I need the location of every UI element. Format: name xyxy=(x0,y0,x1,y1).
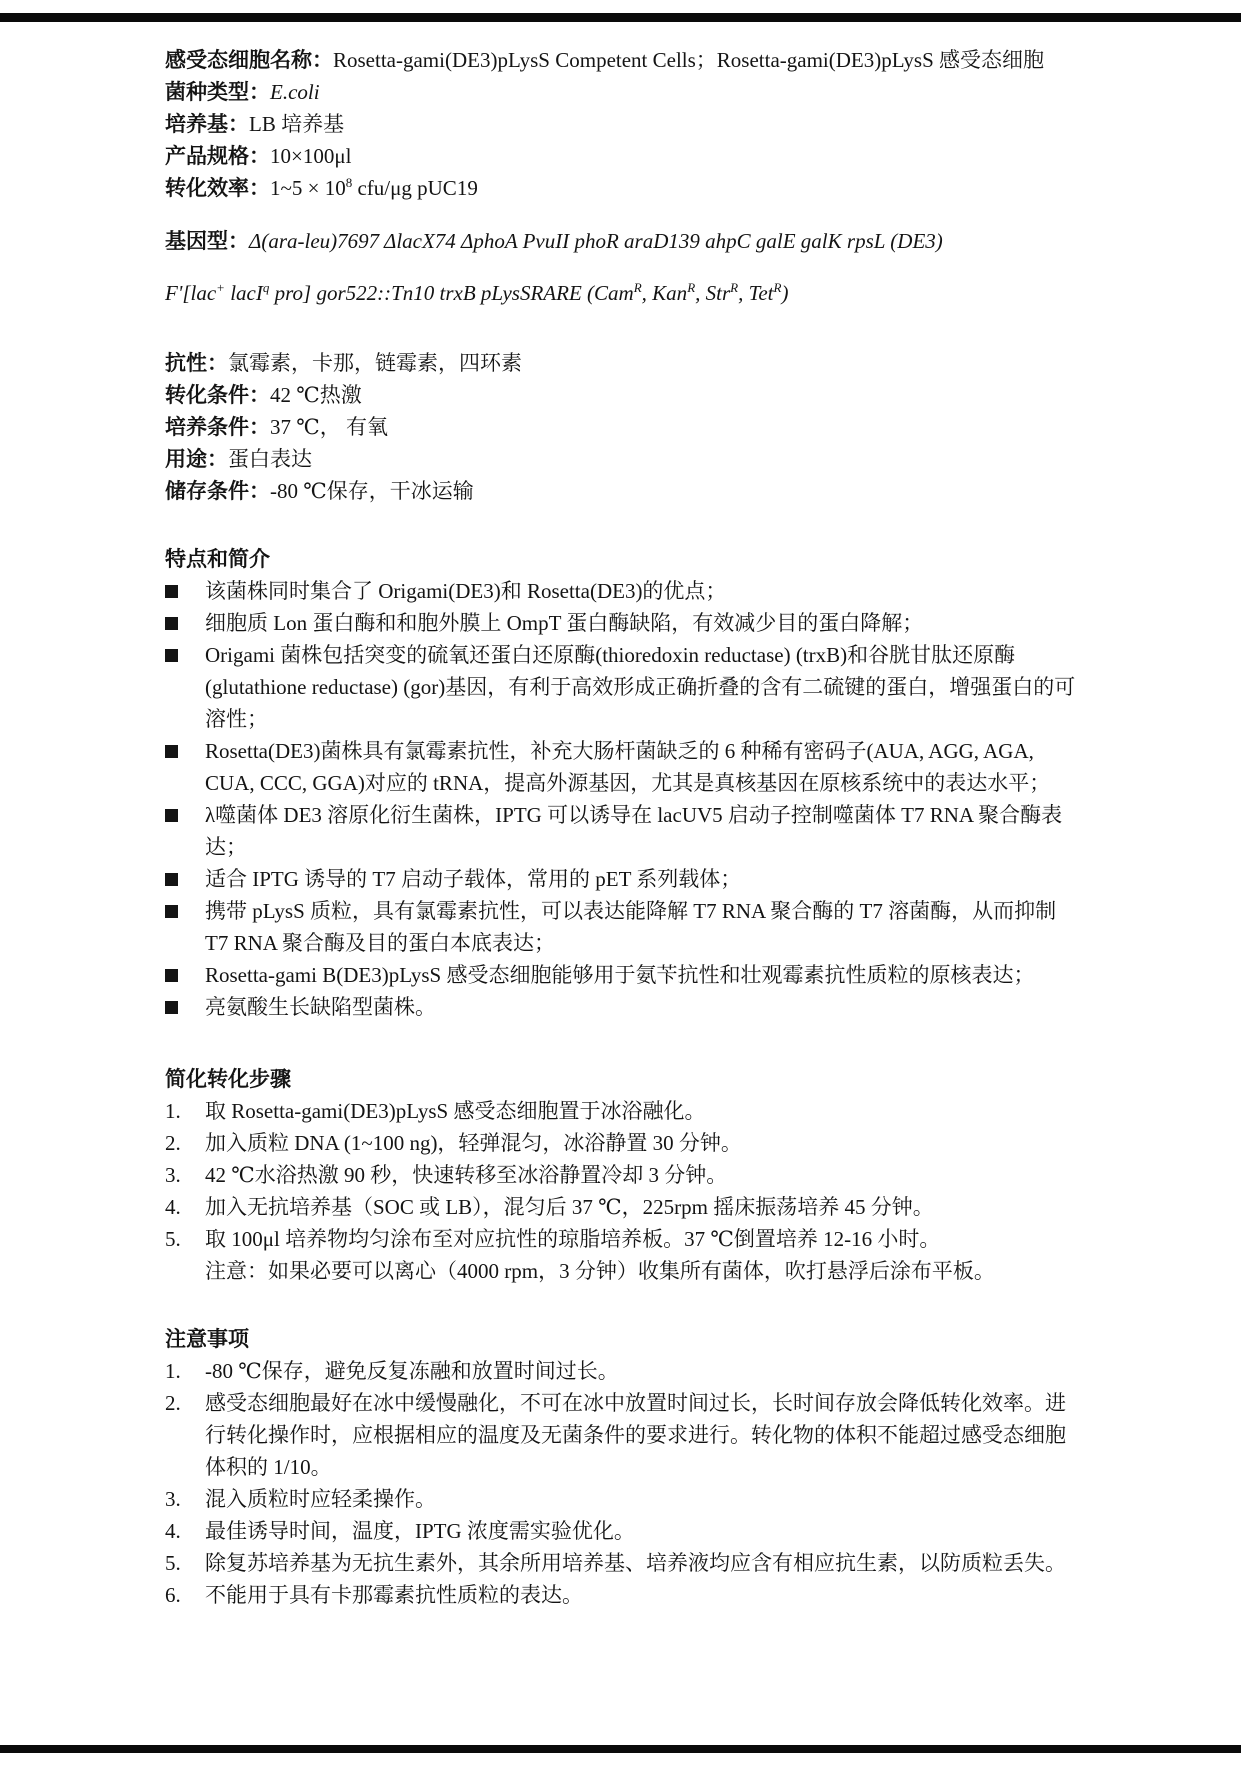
transform-condition-value: 42 ℃热激 xyxy=(270,383,362,407)
step-number: 5. xyxy=(165,1227,181,1251)
step-number: 1. xyxy=(165,1099,181,1123)
note-text: 感受态细胞最好在冰中缓慢融化，不可在冰中放置时间过长，长时间存放会降低转化效率。进行转化操作时，应根据相应的温度及无菌条件的要求进行。转化物的体积不能超过感受态细胞体积的 1/10。 xyxy=(205,1391,1066,1479)
note-text: -80 ℃保存，避免反复冻融和放置时间过长。 xyxy=(205,1359,619,1383)
properties-block xyxy=(165,347,1081,507)
medium-value: LB 培养基 xyxy=(249,112,345,136)
steps-heading: 简化转化步骤 xyxy=(165,1067,291,1091)
square-bullet-icon xyxy=(165,617,178,630)
step-number: 2. xyxy=(165,1131,181,1155)
transform-condition-label: 转化条件： xyxy=(165,383,270,407)
note-text: 除复苏培养基为无抗生素外，其余所用培养基、培养液均应含有相应抗生素，以防质粒丢失。 xyxy=(205,1551,1066,1575)
efficiency-label: 转化效率： xyxy=(165,176,270,200)
note-text: 不能用于具有卡那霉素抗性质粒的表达。 xyxy=(205,1583,583,1607)
note-item xyxy=(165,1387,1081,1483)
note-number: 2. xyxy=(165,1391,181,1415)
square-bullet-icon xyxy=(165,969,178,982)
culture-condition-value: 37 ℃， 有氧 xyxy=(270,415,388,439)
strain-type-label: 菌种类型： xyxy=(165,80,270,104)
storage-label: 储存条件： xyxy=(165,479,270,503)
note-item xyxy=(165,1579,1081,1611)
square-bullet-icon xyxy=(165,585,178,598)
note-item xyxy=(165,1355,1081,1387)
square-bullet-icon xyxy=(165,1001,178,1014)
culture-condition-row xyxy=(165,411,1081,443)
spec-value: 10×100μl xyxy=(270,144,352,168)
note-item xyxy=(165,1547,1081,1579)
feature-text: 适合 IPTG 诱导的 T7 启动子载体，常用的 pET 系列载体； xyxy=(205,867,742,891)
feature-item xyxy=(165,991,1081,1023)
feature-item xyxy=(165,639,1081,735)
steps-list xyxy=(165,1095,1081,1287)
feature-item xyxy=(165,575,1081,607)
document-content xyxy=(165,44,1081,1611)
genotype-row xyxy=(165,225,1081,257)
cell-name-row xyxy=(165,44,1081,76)
top-border-rule xyxy=(0,13,1241,22)
step-item xyxy=(165,1191,1081,1223)
note-text: 最佳诱导时间，温度，IPTG 浓度需实验优化。 xyxy=(205,1519,635,1543)
feature-text: 细胞质 Lon 蛋白酶和和胞外膜上 OmpT 蛋白酶缺陷，有效减少目的蛋白降解； xyxy=(205,611,924,635)
feature-text: 该菌株同时集合了 Origami(DE3)和 Rosetta(DE3)的优点； xyxy=(205,579,727,603)
genotype-line1: Δ(ara-leu)7697 ΔlacX74 ΔphoA PvuII phoR araD139 ahpC galE galK rpsL (DE3) xyxy=(249,229,943,253)
usage-value: 蛋白表达 xyxy=(228,447,312,471)
cell-name-value: Rosetta-gami(DE3)pLysS Competent Cells；Rosetta-gami(DE3)pLysS 感受态细胞 xyxy=(333,48,1045,72)
feature-text: Origami 菌株包括突变的硫氧还蛋白还原酶(thioredoxin reductase) (trxB)和谷胱甘肽还原酶(glutathione reductase) (gor)基因，有利于高效形成正确折叠的含有二硫键的蛋白，增强蛋白的可溶性； xyxy=(205,643,1076,731)
feature-text: Rosetta-gami B(DE3)pLysS 感受态细胞能够用于氨苄抗性和壮观霉素抗性质粒的原核表达； xyxy=(205,963,1035,987)
note-number: 6. xyxy=(165,1583,181,1607)
step-text: 取 Rosetta-gami(DE3)pLysS 感受态细胞置于冰浴融化。 xyxy=(205,1099,706,1123)
feature-item xyxy=(165,895,1081,959)
strain-type-row xyxy=(165,76,1081,108)
step-note: 注意：如果必要可以离心（4000 rpm，3 分钟）收集所有菌体，吹打悬浮后涂布平板。 xyxy=(205,1259,995,1283)
step-number: 4. xyxy=(165,1195,181,1219)
bottom-border-rule xyxy=(0,1745,1241,1753)
note-number: 4. xyxy=(165,1519,181,1543)
feature-text: 携带 pLysS 质粒，具有氯霉素抗性，可以表达能降解 T7 RNA 聚合酶的 T7 溶菌酶，从而抑制 T7 RNA 聚合酶及目的蛋白本底表达； xyxy=(205,899,1057,955)
square-bullet-icon xyxy=(165,905,178,918)
step-text: 加入无抗培养基（SOC 或 LB），混匀后 37 ℃，225rpm 摇床振荡培养 45 分钟。 xyxy=(205,1195,934,1219)
features-heading: 特点和简介 xyxy=(165,547,270,571)
spec-label: 产品规格： xyxy=(165,144,270,168)
note-item xyxy=(165,1515,1081,1547)
resistance-value: 氯霉素，卡那，链霉素，四环素 xyxy=(228,351,522,375)
culture-condition-label: 培养条件： xyxy=(165,415,270,439)
step-item xyxy=(165,1095,1081,1127)
resistance-row xyxy=(165,347,1081,379)
resistance-label: 抗性： xyxy=(165,351,228,375)
square-bullet-icon xyxy=(165,745,178,758)
note-number: 1. xyxy=(165,1359,181,1383)
feature-item xyxy=(165,863,1081,895)
features-list xyxy=(165,575,1081,1023)
storage-value: -80 ℃保存，干冰运输 xyxy=(270,479,474,503)
genotype-label: 基因型： xyxy=(165,229,249,253)
square-bullet-icon xyxy=(165,649,178,662)
note-number: 5. xyxy=(165,1551,181,1575)
step-item xyxy=(165,1159,1081,1191)
strain-type-value: E.coli xyxy=(270,80,320,104)
feature-item xyxy=(165,799,1081,863)
feature-item xyxy=(165,959,1081,991)
square-bullet-icon xyxy=(165,809,178,822)
genotype-line2: F'[lac+ lacI$^q$ pro] gor522::Tn10 trxB pLysSRARE (Cam$^R$, Kan$^R$, Str$^R$, Tet$^R$) xyxy=(165,280,789,305)
feature-text: 亮氨酸生长缺陷型菌株。 xyxy=(205,995,436,1019)
medium-row xyxy=(165,108,1081,140)
spec-row xyxy=(165,140,1081,172)
feature-item xyxy=(165,735,1081,799)
step-text: 42 ℃水浴热激 90 秒，快速转移至冰浴静置冷却 3 分钟。 xyxy=(205,1163,728,1187)
step-text: 取 100μl 培养物均匀涂布至对应抗性的琼脂培养板。37 ℃倒置培养 12-16 小时。 xyxy=(205,1227,941,1251)
usage-label: 用途： xyxy=(165,447,228,471)
step-item xyxy=(165,1127,1081,1159)
feature-text: λ噬菌体 DE3 溶原化衍生菌株，IPTG 可以诱导在 lacUV5 启动子控制噬菌体 T7 RNA 聚合酶表达； xyxy=(205,803,1063,859)
step-text: 加入质粒 DNA (1~100 ng)，轻弹混匀，冰浴静置 30 分钟。 xyxy=(205,1131,742,1155)
step-number: 3. xyxy=(165,1163,181,1187)
feature-item xyxy=(165,607,1081,639)
note-number: 3. xyxy=(165,1487,181,1511)
step-item xyxy=(165,1223,1081,1255)
transform-condition-row xyxy=(165,379,1081,411)
storage-row xyxy=(165,475,1081,507)
square-bullet-icon xyxy=(165,873,178,886)
notes-list xyxy=(165,1355,1081,1611)
cell-name-label: 感受态细胞名称： xyxy=(165,48,333,72)
notes-heading: 注意事项 xyxy=(165,1327,249,1351)
efficiency-row xyxy=(165,172,1081,204)
medium-label: 培养基： xyxy=(165,112,249,136)
usage-row xyxy=(165,443,1081,475)
efficiency-value: 1~5 × $10^8$ cfu/μg pUC19 xyxy=(270,175,478,200)
feature-text: Rosetta(DE3)菌株具有氯霉素抗性，补充大肠杆菌缺乏的 6 种稀有密码子(AUA, AGG, AGA, CUA, CCC, GGA)对应的 tRNA，提高外源基因，尤其是真核基因在原核系统中的表达水平； xyxy=(205,739,1051,795)
note-text: 混入质粒时应轻柔操作。 xyxy=(205,1487,436,1511)
note-item xyxy=(165,1483,1081,1515)
